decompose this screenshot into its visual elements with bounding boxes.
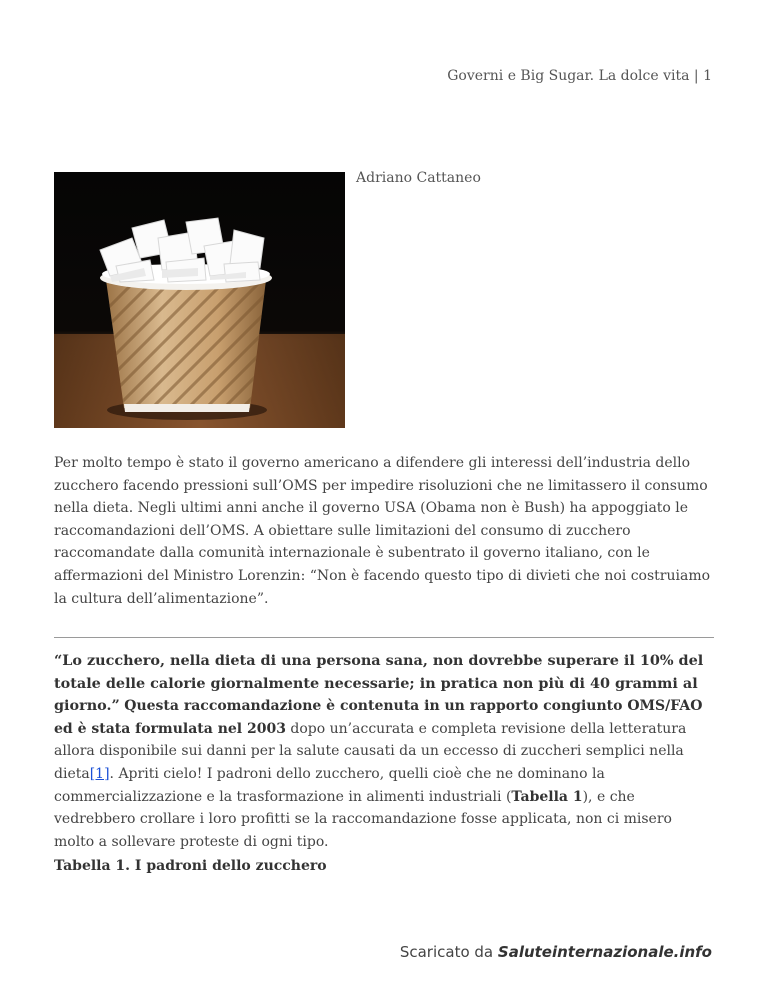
footer-site: Saluteinternazionale.info (497, 943, 712, 961)
intro-paragraph: Per molto tempo è stato il governo americano a difendere gli interessi dell’industria dello zucchero facendo pressioni sull’OMS per impedire risoluzioni che ne limitassero il consumo nella dieta. Negli ultimi anni anche il governo USA (Obama non è Bush) ha appoggiato le raccomandazioni dell’OMS. A obiettare sulle limitazioni del consumo di zucchero raccomandate dalla comunità internazionale è subentrato il governo italiano, con le affermazioni del Ministro Lorenzin: “Non è facendo questo tipo di divieti che noi costruiamo la cultura dell’alimentazione”. (54, 455, 711, 607)
author-name: Adriano Cattaneo (356, 170, 481, 186)
section-divider (54, 637, 714, 638)
recommendation-bold: Questa raccomandazione è contenuta in un rapporto congiunto OMS/FAO ed è stata formulata nel 2003 (54, 698, 703, 737)
body-text-3: ), e che vedrebbero crollare i loro profitti se la raccomandazione fosse applicata, non ci misero molto a sollevare proteste di ogni tipo. (54, 788, 672, 850)
table-reference: Tabella 1 (511, 788, 583, 805)
running-header: Governi e Big Sugar. La dolce vita | 1 (447, 68, 712, 84)
download-footer (400, 943, 712, 961)
table-title: Tabella 1. I padroni dello zucchero (54, 858, 327, 874)
quote-bold: “Lo zucchero, nella dieta di una persona sana, non dovrebbe superare il 10% del totale delle calorie giornalmente necessarie; in pratica non più di 40 grammi al giorno.” (54, 652, 704, 715)
footer-prefix: Scaricato da (399, 943, 498, 961)
body-paragraph (54, 650, 716, 853)
sugar-cup-photo (54, 172, 345, 428)
body-text-2: . Apriti cielo! I padroni dello zucchero, quelli cioè che ne dominano la commercializzazione e la trasformazione in alimenti industriali ( (54, 765, 605, 805)
reference-link-1[interactable]: [1] (89, 765, 110, 782)
body-text-1: dopo un’accurata e completa revisione della letteratura allora disponibile sui danni per la salute causati da un eccesso di zuccheri semplici nella dieta (54, 720, 687, 782)
